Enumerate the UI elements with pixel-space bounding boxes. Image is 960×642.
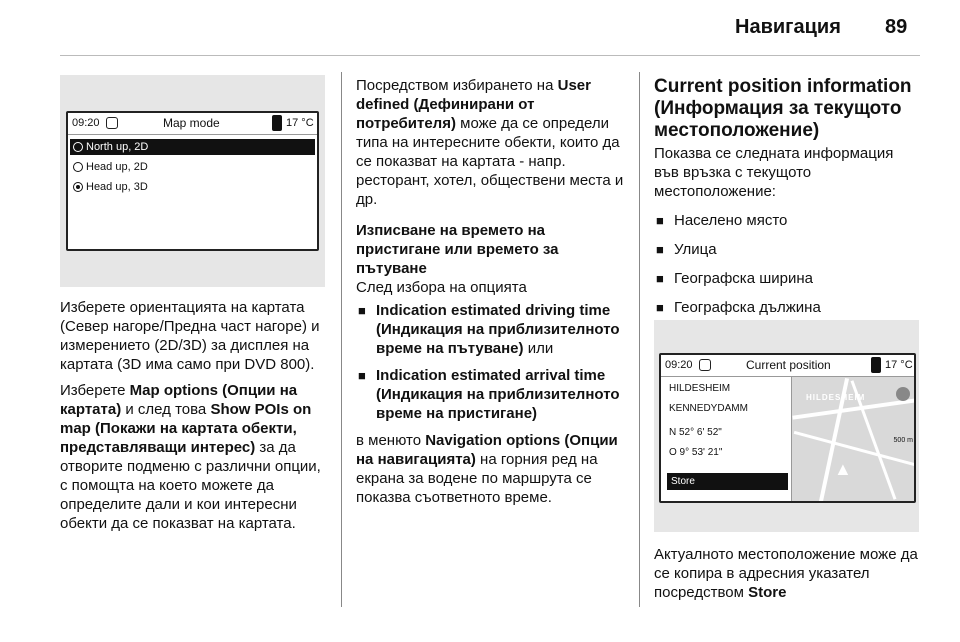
option-arrival-time: Indication estimated arrival time (Индикация на приблизителното време на пристигане) xyxy=(376,367,620,422)
text: за да отворите подменю с различни опции, с помощта на което можете да определите дали и кои интересни обекти да се показват на картата. xyxy=(60,439,321,532)
screen-title: Current position xyxy=(746,358,831,372)
thermometer-icon xyxy=(871,357,881,373)
position-city: HILDESHEIM xyxy=(669,383,731,394)
column-2 xyxy=(356,76,624,514)
screen-time: 09:20 xyxy=(72,117,100,129)
column-divider-2 xyxy=(639,72,640,607)
option-north-up-2d[interactable] xyxy=(70,139,315,155)
text: Актуалното местоположение може да се копира в адресния указател посредством xyxy=(654,546,918,601)
map-options-paragraph xyxy=(60,381,325,533)
map-mode-screenshot xyxy=(60,75,325,287)
map-mode-screen xyxy=(66,111,319,251)
list-item: ■ Географска дължина xyxy=(654,298,922,317)
list-item xyxy=(356,301,624,358)
text: и след това xyxy=(121,401,211,418)
menu-term-navigation-options: Navigation options (Опции на навигацията) xyxy=(356,432,618,468)
chapter-title: Навигация xyxy=(735,16,841,38)
map-view xyxy=(791,377,916,503)
store-button[interactable]: Store xyxy=(667,473,788,490)
menu-term-show-pois: Show POIs on map (Покажи на картата обекти, представляващи интерес) xyxy=(60,401,312,456)
option-head-up-3d[interactable] xyxy=(70,179,148,195)
map-city-label: HILDESHEIM xyxy=(806,393,866,402)
page-header xyxy=(0,0,960,60)
screen-title: Map mode xyxy=(163,116,220,130)
list-item: ■ Улица xyxy=(654,240,922,259)
position-arrow-icon: ▲ xyxy=(834,459,852,479)
thermometer-icon xyxy=(272,115,282,131)
text: на горния ред на екрана за водене по маршрута се показва съответното време. xyxy=(356,451,598,506)
map-scale: 500 m xyxy=(893,437,913,444)
position-longitude: O 9° 53' 21" xyxy=(669,447,723,458)
menu-term-store: Store xyxy=(748,584,787,601)
column-3 xyxy=(654,76,922,356)
menu-term-map-options: Map options (Опции на картата) xyxy=(60,382,298,418)
option-label: Head up, 2D xyxy=(86,161,148,173)
text: или xyxy=(523,340,554,357)
section-heading-current-position: Current position information (Информация за текущото местоположение) xyxy=(654,76,912,141)
list-item xyxy=(356,366,624,423)
current-position-screen xyxy=(659,353,916,503)
option-head-up-2d[interactable] xyxy=(70,159,148,175)
map-orientation-paragraph: Изберете ориентацията на картата (Север нагоре/Предна част нагоре) и измерението (2D/3D) за дисплея на картата (3D има само при DVD 800). xyxy=(60,299,320,373)
radio-icon xyxy=(73,162,83,172)
time-options-list xyxy=(356,301,624,423)
list-item: ■ Населено място xyxy=(654,211,922,230)
text: може да се определи типа на интересните обекти, които да се показват на картата - напр. ресторант, хотел, обществени места и др. xyxy=(356,115,624,208)
current-position-intro: Показва се следната информация във връзка с текущото местоположение: xyxy=(654,145,894,200)
radio-checked-icon xyxy=(73,182,83,192)
column-1 xyxy=(60,298,325,540)
screen-temperature: 17 °C xyxy=(286,117,314,129)
column-divider-1 xyxy=(341,72,342,607)
store-paragraph xyxy=(654,545,922,602)
nav-icon xyxy=(106,117,118,129)
text: Посредством избирането на xyxy=(356,77,558,94)
arrival-time-subheading: Изписване на времето на пристигане или времето за пътуване xyxy=(356,222,559,277)
page-number: 89 xyxy=(885,16,908,38)
position-street: KENNEDYDAMM xyxy=(669,403,748,414)
header-rule xyxy=(60,55,920,56)
text: в менюто xyxy=(356,432,426,449)
after-select-text: След избора на опцията xyxy=(356,279,527,296)
option-label: North up, 2D xyxy=(86,141,149,153)
screen-status-bar xyxy=(661,355,914,377)
screen-temperature: 17 °C xyxy=(885,359,913,371)
option-driving-time: Indication estimated driving time (Индикация на приблизителното време на пътуване) xyxy=(376,302,620,357)
menu-term-user-defined: User defined (Дефинирани от потребителя) xyxy=(356,77,591,132)
user-defined-paragraph xyxy=(356,76,624,209)
navigation-options-paragraph xyxy=(356,431,624,507)
option-label: Head up, 3D xyxy=(86,181,148,193)
position-latitude: N 52° 6' 52" xyxy=(669,427,722,438)
text: Изберете xyxy=(60,382,130,399)
compass-icon xyxy=(896,387,910,401)
current-position-screenshot xyxy=(654,320,919,532)
nav-icon xyxy=(699,359,711,371)
list-item: ■ Географска ширина xyxy=(654,269,922,288)
screen-time: 09:20 xyxy=(665,359,693,371)
radio-icon xyxy=(73,142,83,152)
screen-status-bar xyxy=(68,113,317,135)
